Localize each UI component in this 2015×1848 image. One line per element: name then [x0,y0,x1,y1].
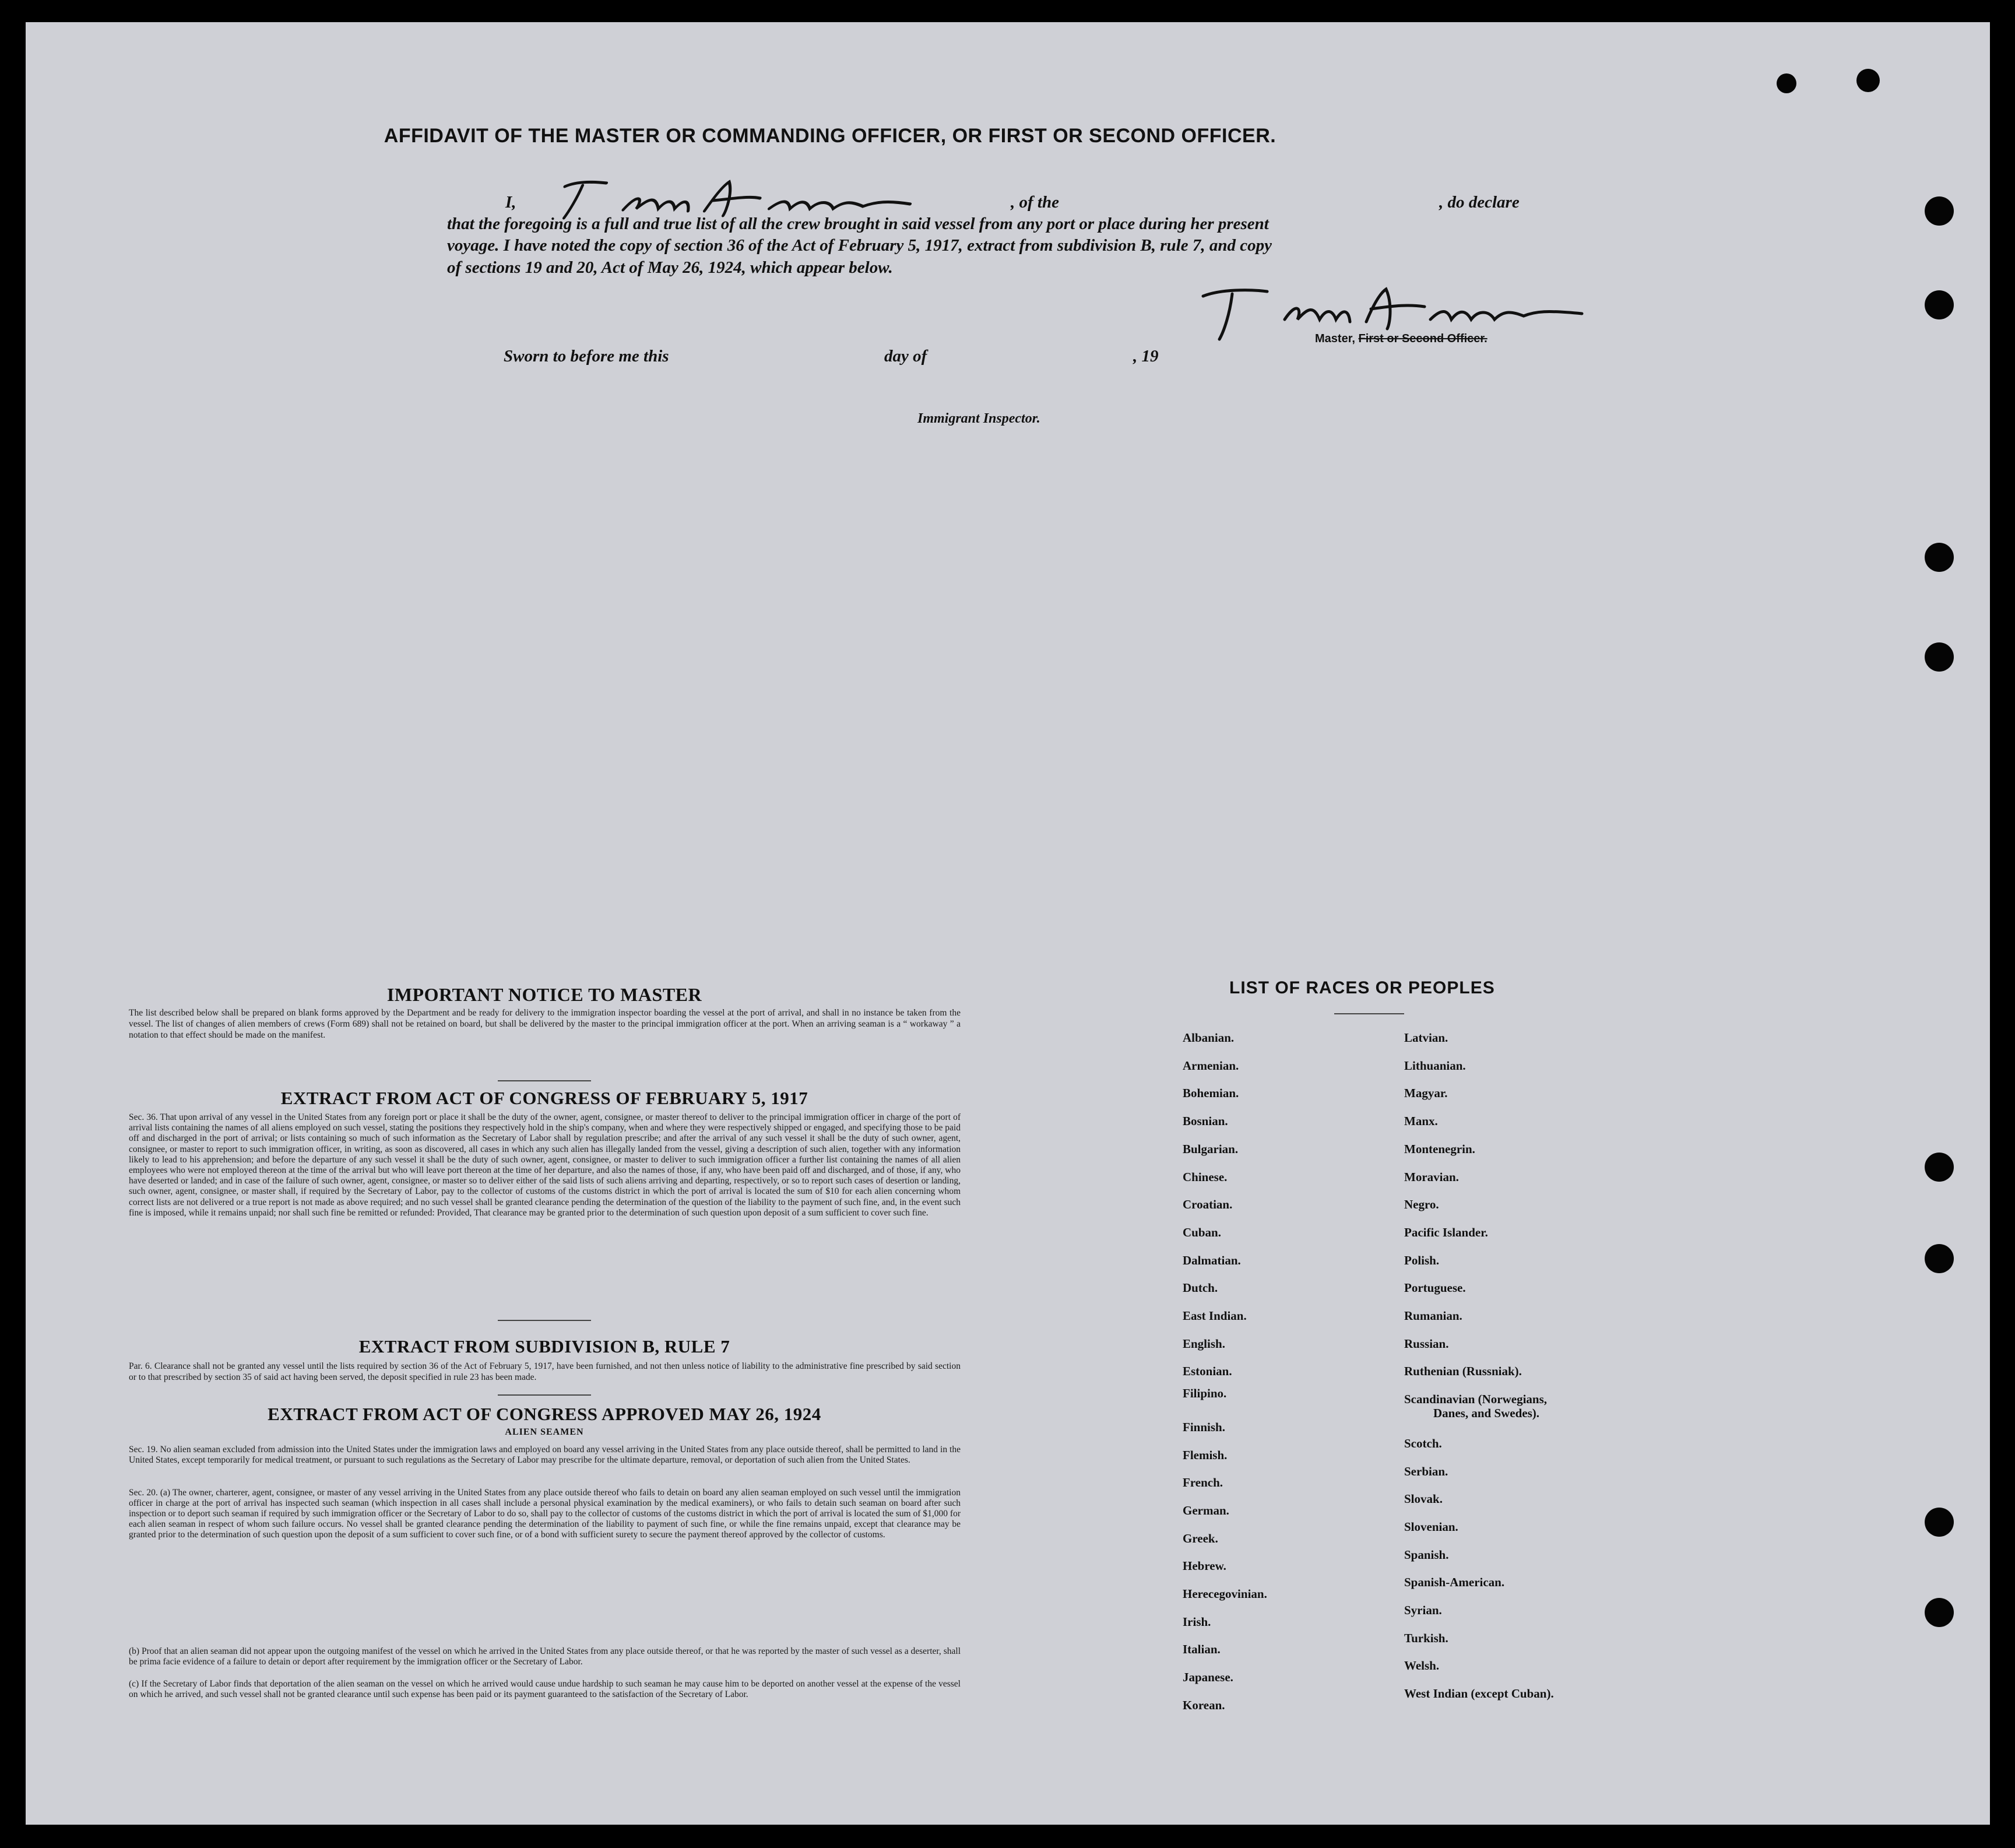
race-item: Moravian. [1404,1169,1459,1184]
race-item: Turkish. [1404,1631,1448,1645]
race-item: Herecegovinian. [1183,1587,1267,1601]
binder-hole [1777,73,1796,93]
race-item: Chinese. [1183,1169,1228,1184]
affidavit-line-4: of sections 19 and 20, Act of May 26, 1924, which appear below. [447,258,893,277]
race-item: Latvian. [1404,1031,1448,1045]
race-item: Danes, and Swedes). [1433,1406,1540,1421]
race-item: Dutch. [1183,1281,1218,1295]
extract-1917-text: Sec. 36. That upon arrival of any vessel in the United States from any foreign port or place it shall be the duty of the owner, agent, consignee, or master thereof to deliver to the principal immigration officer in charge of the port of arrival lists containing the names of all aliens employed on such vessel, stating the positions they respectively hold in the ship's company, when and where they were respectively shipped or engaged, and specifying those to be paid off and discharged in the port of arrival; or lists containing so much of such information as the Secretary of Labor shall by regulation prescribe; and after the arrival of any such vessel it shall be the duty of such owner, agent, consignee, or master to report to such immigration officer, in writing, as soon as discovered, all cases in which any such alien has illegally landed from the vessel, giving a description of such alien, together with any information likely to lead to his apprehension; and before the departure of any such vessel it shall be the duty of such owner, agent, consignee, or master to deliver to such immigration officer a further list containing the names of all alien employees who were not employed thereon at the time of the arrival but who will leave port thereon at the time of her departure, and also the names of those, if any, who have been paid off and discharged, and of those, if any, who have deserted or landed; and in case of the failure of such owner, agent, consignee, or master so to deliver either of the said lists of such aliens arriving and departing, respectively, or so to report such cases of desertion or landing, such owner, agent, consignee, or master shall, if required by the Secretary of Labor, pay to the collector of customs of the customs district in which the port of arrival is located the sum of $10 for each alien concerning whom correct lists are not delivered or a true report is not made as above required; and no such vessel shall be granted clearance pending the determination of the question of the liability to the payment of such fine, and, in the event such fine is imposed, while it remains unpaid; nor shall such fine be remitted or refunded: Provided, That clearance may be granted prior to the determination of such question upon deposit of a sum sufficient to cover such fine. [129,1112,961,1218]
race-item: Pacific Islander. [1404,1225,1488,1239]
race-item: Welsh. [1404,1659,1440,1673]
binder-hole [1925,1153,1954,1182]
race-item: Estonian. [1183,1364,1232,1379]
race-item: Spanish-American. [1404,1575,1505,1590]
race-item: Polish. [1404,1253,1440,1267]
race-item: Portuguese. [1404,1281,1466,1295]
signer-title-struck: First or Second Officer. [1358,332,1487,345]
race-item: Cuban. [1183,1225,1221,1239]
signer-title-master-text: Master, [1315,332,1355,345]
binder-hole [1925,290,1954,319]
race-item: Scandinavian (Norwegians, [1404,1392,1548,1407]
sworn-day-of: day of [884,347,927,366]
race-item: Filipino. [1183,1386,1227,1401]
race-item: Magyar. [1404,1086,1448,1101]
race-item: Albanian. [1183,1031,1235,1045]
extract-1924-para-4: (c) If the Secretary of Labor finds that deportation of the alien seaman on the vessel on which he arrived would cause undue hardship to such seaman he may cause him to be deported on another vessel at the expense of the vessel on which he arrived, and such vessel shall not be granted clearance until such expense has been paid or its payment guaranteed to the satisfaction of the Secretary of Labor. [129,1679,961,1699]
race-item: Bulgarian. [1183,1141,1239,1156]
divider [498,1080,591,1081]
race-item: Russian. [1404,1336,1449,1351]
race-item: Flemish. [1183,1448,1228,1462]
races-title: LIST OF RACES OR PEOPLES [1229,978,1495,997]
divider [498,1394,591,1396]
divider [1334,1013,1404,1014]
race-item: Slovak. [1404,1492,1443,1506]
race-item: Montenegrin. [1404,1141,1475,1156]
race-item: Bohemian. [1183,1086,1239,1101]
binder-hole [1925,642,1954,672]
binder-hole [1925,1508,1954,1537]
race-item: Korean. [1183,1698,1225,1712]
affidavit-line-3: voyage. I have noted the copy of section 36 of the Act of February 5, 1917, extract from subdivision B, rule 7, and copy [447,236,1272,255]
affidavit-title: AFFIDAVIT OF THE MASTER OR COMMANDING OFFICER, OR FIRST OR SECOND OFFICER. [384,125,1276,147]
race-item: Ruthenian (Russniak). [1404,1364,1522,1379]
binder-hole [1925,1598,1954,1627]
race-item: Croatian. [1183,1197,1233,1212]
affidavit-line-2: that the foregoing is a full and true list of all the crew brought in said vessel from any port or place during her present [447,215,1269,233]
affidavit-do-declare: , do declare [1439,193,1520,212]
extract-1924-para-1: Sec. 19. No alien seaman excluded from admission into the United States under the immigration laws and employed on board any vessel arriving in the United States from any place outside thereof, shall be permitted to land in the United States, except temporarily for medical treatment, or pursuant to such regulations as the Secretary of Labor may prescribe for the ultimate departure, removal, or deportation of such alien from the United States. [129,1445,961,1465]
binder-hole [1925,543,1954,572]
race-item: West Indian (except Cuban). [1404,1687,1554,1701]
race-item: English. [1183,1336,1225,1351]
race-item: Manx. [1404,1114,1438,1129]
extract-1924-title: EXTRACT FROM ACT OF CONGRESS APPROVED MAY 26, 1924 [268,1404,821,1424]
race-item: Lithuanian. [1404,1058,1466,1073]
race-item: Slovenian. [1404,1519,1458,1534]
race-item: Scotch. [1404,1436,1442,1450]
race-item: Spanish. [1404,1547,1449,1562]
race-item: Finnish. [1183,1420,1225,1434]
extract-rule7-text: Par. 6. Clearance shall not be granted any vessel until the lists required by section 36 of the Act of February 5, 1917, have been furnished, and not then unless notice of liability to the administrative fine prescribed by said section or to that prescribed by section 35 of said act having been served, the deposit specified in rule 23 has been made. [129,1361,961,1382]
binder-hole [1856,69,1880,92]
race-item: Italian. [1183,1642,1221,1657]
race-item: Japanese. [1183,1670,1233,1685]
affidavit-of-the: , of the [1011,193,1059,212]
immigrant-inspector-label: Immigrant Inspector. [917,411,1040,426]
sworn-prefix: Sworn to before me this [504,347,669,366]
race-item: French. [1183,1475,1223,1490]
race-item: Serbian. [1404,1464,1448,1478]
race-item: Bosnian. [1183,1114,1228,1129]
extract-1924-para-3: (b) Proof that an alien seaman did not appear upon the outgoing manifest of the vessel on which he arrived in the United States from any place outside thereof, or that he was reported by the master of such vessel as a deserter, shall be prima facie evidence of a failure to detain or deport after requirement by the immigration officer or the Secretary of Labor. [129,1646,961,1667]
notice-title: IMPORTANT NOTICE TO MASTER [386,984,702,1005]
race-item: Syrian. [1404,1603,1442,1617]
extract-rule7-title: EXTRACT FROM SUBDIVISION B, RULE 7 [358,1336,730,1357]
document-page [26,22,1990,1825]
race-item: Dalmatian. [1183,1253,1241,1267]
race-item: Greek. [1183,1531,1218,1545]
signer-title-master [1315,332,1487,346]
extract-1924-para-2: Sec. 20. (a) The owner, charterer, agent, consignee, or master of any vessel arriving in the United States from any place outside thereof who fails to detain on board any alien seaman employed on such vessel until the immigration officer in charge at the port of arrival has inspected such seaman (which inspection in all cases shall include a personal physical examination by the medical examiners), or who fails to detain such seaman on board after such inspection or to deport such seaman if required by such immigration officer or the Secretary of Labor to do so, shall pay to the collector of customs of the customs district in which the port of arrival is located the sum of $1,000 for each alien seaman in respect of whom such failure occurs. No vessel shall be granted clearance pending the determination of the liability to payment of such fine, or while the fine remains unpaid, except that clearance may be granted prior to the determination of such question upon the deposit of a sum sufficient to cover such fine, or of a bond with sufficient surety to secure the payment thereof approved by the collector of customs. [129,1488,961,1540]
race-item: East Indian. [1183,1309,1247,1323]
affidavit-i-label: I, [505,193,516,212]
sworn-year: , 19 [1133,347,1159,366]
notice-text: The list described below shall be prepared on blank forms approved by the Department and be ready for delivery to the immigration inspector boarding the vessel at the port of arrival, and shall in no instance be taken from the vessel. The list of changes of alien members of crews (Form 689) shall not be retained on board, but shall be delivered by the master to the principal immigration officer at the port. When an arriving seaman is a “ workaway ” a notation to that effect should be made on the manifest. [129,1008,961,1040]
extract-1924-subtitle: ALIEN SEAMEN [505,1427,584,1437]
race-item: German. [1183,1503,1229,1517]
binder-hole [1925,196,1954,226]
race-item: Irish. [1183,1614,1211,1629]
extract-1917-title: EXTRACT FROM ACT OF CONGRESS OF FEBRUARY 5, 1917 [280,1088,808,1108]
race-item: Armenian. [1183,1058,1239,1073]
binder-hole [1925,1244,1954,1273]
divider [498,1320,591,1321]
race-item: Rumanian. [1404,1309,1462,1323]
race-item: Negro. [1404,1197,1439,1212]
race-item: Hebrew. [1183,1559,1226,1573]
